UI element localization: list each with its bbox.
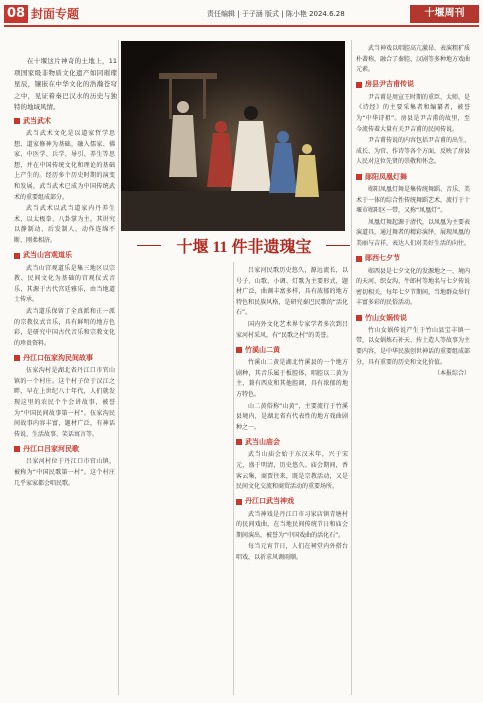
square-bullet-icon	[356, 315, 362, 321]
body-paragraph: 国内外文化艺术界专家学者多次到吕家河村采风，有“民歌之村”的美誉。	[236, 320, 348, 339]
section-heading-text: 房县尹吉甫传说	[365, 80, 414, 89]
square-bullet-icon	[14, 118, 20, 124]
square-bullet-icon	[14, 446, 20, 452]
section-heading-text: 丹江口伍家沟民间故事	[23, 353, 93, 362]
section-heading	[14, 250, 115, 262]
column-left	[14, 112, 115, 490]
section-heading	[14, 352, 115, 364]
editor-credits: 责任编辑 | 于子涵 版式 | 陈小艳 2024.6.28	[207, 10, 345, 18]
column-divider	[351, 40, 352, 695]
section-heading-text: 竹山女娲传说	[365, 313, 407, 322]
body-paragraph: 竹溪山二黄是湖北竹溪县的一个地方剧种，其音乐属于板腔体，唱腔以二黄为主，兼有西皮和其他腔调，具有浓郁的地方特色。	[236, 359, 348, 398]
body-paragraph: 郧西县是七夕文化的发源地之一，境内的天河、织女沟、牛郎村等地名与七夕传说密切相关，每年七夕节期间，当地群众举行丰富多彩的民俗活动。	[356, 267, 471, 307]
section-heading	[356, 253, 470, 265]
square-bullet-icon	[356, 174, 362, 180]
body-paragraph: 武当武术以武当道家内丹养生术、以太极拳、八卦掌为主，其讲究以静制动、后发制人，动作连绵不断、刚柔相济。	[14, 205, 115, 244]
page-headline: 十堰 11 件非遗瑰宝	[176, 239, 312, 256]
section-heading	[236, 496, 348, 508]
square-bullet-icon	[14, 253, 20, 259]
body-paragraph: 吕家河民歌历史悠久，源远流长，以号子、山歌、小调、灯歌为主要形式，题材广泛，曲调丰富多样，具有浓郁的地方特色和民族风格，是研究秦巴民歌的“活化石”。	[236, 267, 348, 317]
section-heading-text: 武当山宫观道乐	[23, 251, 72, 260]
section-heading	[356, 312, 470, 324]
section-heading	[14, 443, 115, 455]
column-right	[356, 44, 470, 380]
square-bullet-icon	[14, 355, 20, 361]
body-paragraph: 武当山庙会始于东汉末年，兴于宋元，盛于明清，历史悠久。庙会期间，香客云集，商贾往来，既是宗教活动，又是民间文化交流和商贸活动的重要场所。	[236, 451, 348, 491]
body-paragraph: 武当山宫观道乐是集三地区以宗教、民间文化为基础的宫观仪式音乐，其源于古代宫廷雅乐，由当地道士传承。	[14, 264, 115, 304]
section-heading-text: 丹江口吕家河民歌	[23, 445, 79, 454]
body-paragraph: 每当元宵节日，人们在祠堂内外搭台唱戏，以祈求风调雨顺。	[236, 543, 348, 562]
section-heading-text: 竹溪山二黄	[245, 345, 280, 354]
body-paragraph: 竹山女娲传说产生于竹山县宝丰镇一带，以女娲炼石补天、抟土造人等故事为主要内容，是中华民族创世神话的重要组成部分，具有重要的历史和文化价值。	[356, 326, 471, 366]
body-paragraph: 伍家沟村是湖北省丹江口市官山镇的一个村庄。这个村子位于汉江之畔，早在上世纪八十年代，人们就发现这里的农民个个会讲故事，被誉为“中国民间故事第一村”。伍家沟民间故事内容丰富，题材广泛，有神话传说、生活故事、笑话寓言等。	[14, 367, 115, 438]
square-bullet-icon	[236, 499, 242, 505]
square-bullet-icon	[236, 439, 242, 445]
body-paragraph: 郧阳凤凰灯舞是集传统舞蹈、音乐、美术于一体的综合性传统舞蹈艺术，流行于十堰市郧阳区一带，又称“凤凰灯”。	[356, 185, 471, 215]
section-heading	[14, 115, 115, 127]
section-heading-text: 武当山庙会	[245, 438, 280, 447]
body-paragraph: 尹吉甫传说的内容包括尹吉甫的出生、成长、为官、作诗等各个方面，反映了房县人民对这位先贤的崇敬和怀念。	[356, 137, 471, 166]
column-middle	[236, 266, 348, 565]
lead-paragraph: 在十堰这片神奇的土地上，11项国家级非物质文化遗产如同璀璨星辰，镶嵌在中华文化的浩瀚苍穹之中，见证着秦巴汉水的历史与独特的地域风情。	[14, 57, 117, 111]
body-paragraph: 凤凰灯舞起源于清代，以凤凰为主要表演道具，通过舞者的精彩演绎，展现凤凰的美丽与吉祥，表达人们对美好生活的向往。	[356, 218, 471, 247]
square-bullet-icon	[356, 82, 362, 88]
title-rule-right	[326, 245, 350, 246]
section-heading-text: 郧阳凤凰灯舞	[365, 172, 407, 181]
body-paragraph: 武当武术文化是以道家哲学思想、道家修神为基础，融入儒家、佛家、中医学、兵学、导引、养生等思想，并在中国传统文化和理论的基础上产生的。经历多个历史时期的演变和发展，武当武术已成为中国传统武术的重要组成部分。	[14, 130, 115, 201]
page-header	[0, 0, 483, 26]
body-paragraph: 武当神戏以唱腔高亢激昂、表演粗犷质朴著称，融合了秦腔、汉剧等多种地方戏曲元素。	[356, 45, 471, 74]
page-number: 08	[4, 5, 28, 23]
title-rule-left	[137, 245, 161, 246]
section-heading-text: 丹江口武当神戏	[245, 497, 294, 506]
body-paragraph: 山二黄俗称“山黄”，主要流行于竹溪县境内，是湖北省有代表性的地方戏曲剧种之一。	[236, 402, 348, 431]
square-bullet-icon	[356, 256, 362, 262]
publication-brand: 十堰周刊	[410, 5, 479, 23]
section-heading	[236, 344, 348, 356]
body-paragraph: 尹吉甫是周宣王时期的重臣、太师，是《诗经》的主要采集者和编纂者，被誉为“中华诗祖”。房县是尹吉甫的故里，至今流传着大量有关尹吉甫的民间传说。	[356, 93, 471, 133]
section-heading	[356, 79, 470, 91]
source-credit: （本报综合）	[433, 370, 470, 378]
section-title: 封面专题	[31, 7, 80, 21]
opera-stage-photo	[121, 41, 345, 231]
header-rule	[4, 25, 479, 27]
body-paragraph: 武当神戏是丹江口市习家店镇青塘村的民间戏曲，在当地民间传统节日和庙会期间演出，被誉为“中国戏曲的活化石”。	[236, 510, 348, 539]
body-paragraph: 吕家河村位于丹江口市官山镇，被称为“中国民歌第一村”。这个村庄几乎家家都会唱民歌。	[14, 458, 115, 487]
section-heading-text: 武当武术	[23, 116, 51, 125]
body-paragraph: 武当道乐保留了全真派和正一派的宗教仪式音乐，具有鲜明的地方色彩，是研究中国古代音乐和宗教文化的珍贵资料。	[14, 307, 115, 347]
column-divider	[233, 262, 234, 695]
section-heading	[356, 171, 470, 183]
section-heading-text: 郧西七夕节	[365, 254, 400, 263]
square-bullet-icon	[236, 347, 242, 353]
column-divider	[118, 40, 119, 695]
section-heading	[236, 436, 348, 448]
